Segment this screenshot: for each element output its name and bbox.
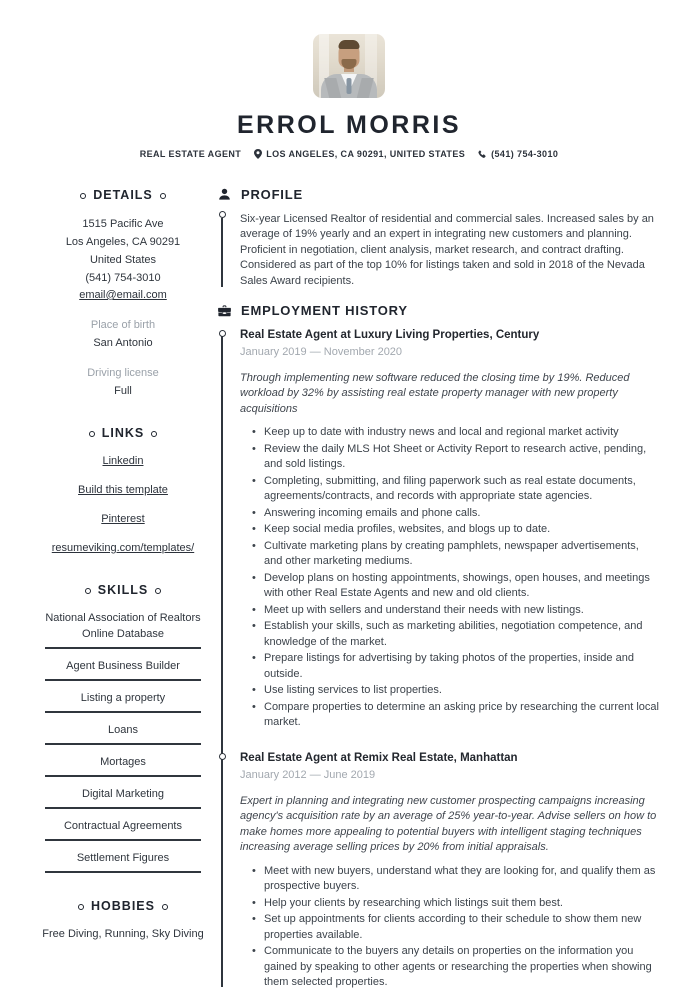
skill-item xyxy=(38,850,208,873)
job-dates: January 2012 — June 2019 xyxy=(240,769,376,781)
skill-level-bar xyxy=(45,871,201,873)
content-columns xyxy=(0,159,698,988)
address-line: (541) 754-3010 xyxy=(85,272,161,284)
job-title: Real Estate Agent at Luxury Living Properties, Century xyxy=(240,328,540,341)
link-pinterest[interactable]: Pinterest xyxy=(101,513,145,525)
license-label: Driving license xyxy=(87,367,159,379)
birthplace-value: San Antonio xyxy=(93,337,153,349)
job-entry xyxy=(240,328,660,731)
job-dates: January 2019 — November 2020 xyxy=(240,346,403,358)
profile-section-header xyxy=(218,187,660,203)
job-bullet: • Cultivate marketing plans by creating pamphlets, newspaper advertisements, and other marketing mediums. xyxy=(264,539,660,570)
skill-item xyxy=(38,658,208,681)
skill-item xyxy=(38,754,208,777)
main-column xyxy=(208,187,660,988)
link-resumeviking[interactable]: resumeviking.com/templates/ xyxy=(51,542,195,554)
email-link[interactable]: email@email.com xyxy=(79,289,167,301)
job-bullet: • Help your clients by researching which listings suit them best. xyxy=(264,896,660,912)
job-bullet: • Develop plans on hosting appointments, showings, open houses, and meetings with other Real Estate Agents and new and old clients. xyxy=(264,571,660,602)
ring-icon xyxy=(162,904,168,910)
hobbies-text: Free Diving, Running, Sky Diving xyxy=(42,928,204,940)
timeline-line xyxy=(221,218,223,288)
license-value: Full xyxy=(114,385,132,397)
person-icon xyxy=(218,188,231,201)
ring-icon xyxy=(155,588,161,594)
skill-item xyxy=(38,610,208,649)
timeline-dot xyxy=(219,330,226,337)
address-block xyxy=(38,215,208,287)
job-bullet: • Establish your skills, such as marketing abilities, negotiation competence, and knowledge of the market. xyxy=(264,619,660,650)
job-bullet: • Review the daily MLS Hot Sheet or Activity Report to research active, pending, and sold listings. xyxy=(264,442,660,473)
phone-text: (541) 754-3010 xyxy=(491,149,559,159)
details-heading xyxy=(38,187,208,204)
skills-heading xyxy=(38,582,208,599)
links-heading xyxy=(38,425,208,442)
location-pin-icon xyxy=(254,149,262,159)
ring-icon xyxy=(160,193,166,199)
job-bullet: • Keep social media profiles, websites, and blogs up to date. xyxy=(264,522,660,538)
job-bullet: • Meet up with sellers and understand their needs with new listings. xyxy=(264,603,660,619)
location-text: LOS ANGELES, CA 90291, UNITED STATES xyxy=(266,149,466,159)
address-line: Los Angeles, CA 90291 xyxy=(65,236,181,248)
address-line: 1515 Pacific Ave xyxy=(82,218,164,230)
skill-level-bar xyxy=(45,775,201,777)
location-item xyxy=(254,149,465,159)
resume-header xyxy=(0,0,698,159)
skill-level-bar xyxy=(45,647,201,649)
skill-item xyxy=(38,786,208,809)
timeline-line xyxy=(221,332,223,987)
skill-level-bar xyxy=(45,743,201,745)
skill-level-bar xyxy=(45,807,201,809)
employment-body xyxy=(240,328,660,988)
skill-item xyxy=(38,818,208,841)
phone-item xyxy=(478,149,558,159)
employment-heading: EMPLOYMENT HISTORY xyxy=(241,303,408,318)
ring-icon xyxy=(151,431,157,437)
phone-icon xyxy=(478,150,487,159)
details-heading-label: DETAILS xyxy=(93,188,153,202)
job-summary: Expert in planning and integrating new customer prospecting campaigns increasing agency's acquisition rate by an average of 25% year-to-year. Advise sellers on how to make homes more appealing to potential buyers with intelligent staging techniques increasing average selling prices by 20% from initial appraisals. xyxy=(240,794,657,853)
skill-label: Loans xyxy=(108,724,138,736)
skill-label: Contractual Agreements xyxy=(63,820,182,832)
job-title: Real Estate Agent at Remix Real Estate, Manhattan xyxy=(240,751,518,764)
skill-label: Mortages xyxy=(100,756,146,768)
skill-item xyxy=(38,722,208,745)
skill-label: National Association of Realtors Online Database xyxy=(45,612,201,640)
skill-label: Listing a property xyxy=(80,692,166,704)
skill-level-bar xyxy=(45,839,201,841)
job-entry xyxy=(240,751,660,988)
profile-heading: PROFILE xyxy=(241,187,303,202)
profile-body xyxy=(240,212,660,290)
job-bullet: • Communicate to the buyers any details on properties on the information you gained by speaking to other agents or researching the properties when showing them selected properties. xyxy=(264,944,660,988)
skill-item xyxy=(38,690,208,713)
hobbies-heading-label: HOBBIES xyxy=(91,899,155,913)
employment-section-header xyxy=(218,303,660,319)
skills-heading-label: SKILLS xyxy=(97,583,149,597)
person-tie-shape xyxy=(347,78,352,94)
timeline-dot xyxy=(219,211,226,218)
links-heading-label: LINKS xyxy=(101,426,145,440)
job-title-text: REAL ESTATE AGENT xyxy=(139,149,242,159)
profile-section xyxy=(218,187,660,289)
job-bullet: • Prepare listings for advertising by taking photos of the properties, inside and outside. xyxy=(264,651,660,682)
skill-label: Agent Business Builder xyxy=(66,660,180,672)
job-bullet-list xyxy=(240,425,660,731)
ring-icon xyxy=(89,431,95,437)
job-bullet: • Set up appointments for clients according to their schedule to show them new properties available. xyxy=(264,912,660,943)
timeline-dot xyxy=(219,753,226,760)
job-summary: Through implementing new software reduced the closing time by 19%. Reduced workload by 32% by assisting real estate property manager with new property acquisitions xyxy=(240,371,630,415)
job-bullet: • Keep up to date with industry news and local and regional market activity xyxy=(264,425,660,441)
ring-icon xyxy=(85,588,91,594)
job-bullet: • Use listing services to list properties. xyxy=(264,683,660,699)
job-bullet: • Compare properties to determine an asking price by researching the current local market. xyxy=(264,700,660,731)
job-bullet: • Meet with new buyers, understand what they are looking for, and qualify them as prospective buyers. xyxy=(264,864,660,895)
job-bullet: • Answering incoming emails and phone calls. xyxy=(264,506,660,522)
sidebar xyxy=(38,187,208,988)
job-bullet-list xyxy=(240,864,660,988)
profile-photo xyxy=(313,34,385,98)
address-line: United States xyxy=(89,254,157,266)
candidate-name: ERROL MORRIS xyxy=(237,111,461,139)
skill-level-bar xyxy=(45,679,201,681)
employment-section xyxy=(218,303,660,988)
link-linkedin[interactable]: Linkedin xyxy=(102,455,144,467)
ring-icon xyxy=(78,904,84,910)
ring-icon xyxy=(80,193,86,199)
skill-label: Settlement Figures xyxy=(76,852,170,864)
contact-line xyxy=(0,149,698,159)
skill-level-bar xyxy=(45,711,201,713)
skill-label: Digital Marketing xyxy=(82,788,164,800)
hobbies-heading xyxy=(38,898,208,915)
link-build-template[interactable]: Build this template xyxy=(78,484,168,496)
birthplace-label: Place of birth xyxy=(90,319,156,331)
job-bullet: • Completing, submitting, and filing paperwork such as real estate documents, agreements/contracts, and records with appropriate state agencies. xyxy=(264,474,660,505)
person-hair-shape xyxy=(339,40,360,49)
briefcase-icon xyxy=(218,305,231,317)
profile-text: Six-year Licensed Realtor of residential and commercial sales. Increased sales by an average of 19% yearly and an expert in integrating new customers and planning. Proficient in negotiation, client analysis, market research, and contract drafting. Considered as part of the top 10% for listings taken and sold in 2018 of the Nevada Sales Award recipients. xyxy=(240,212,654,287)
